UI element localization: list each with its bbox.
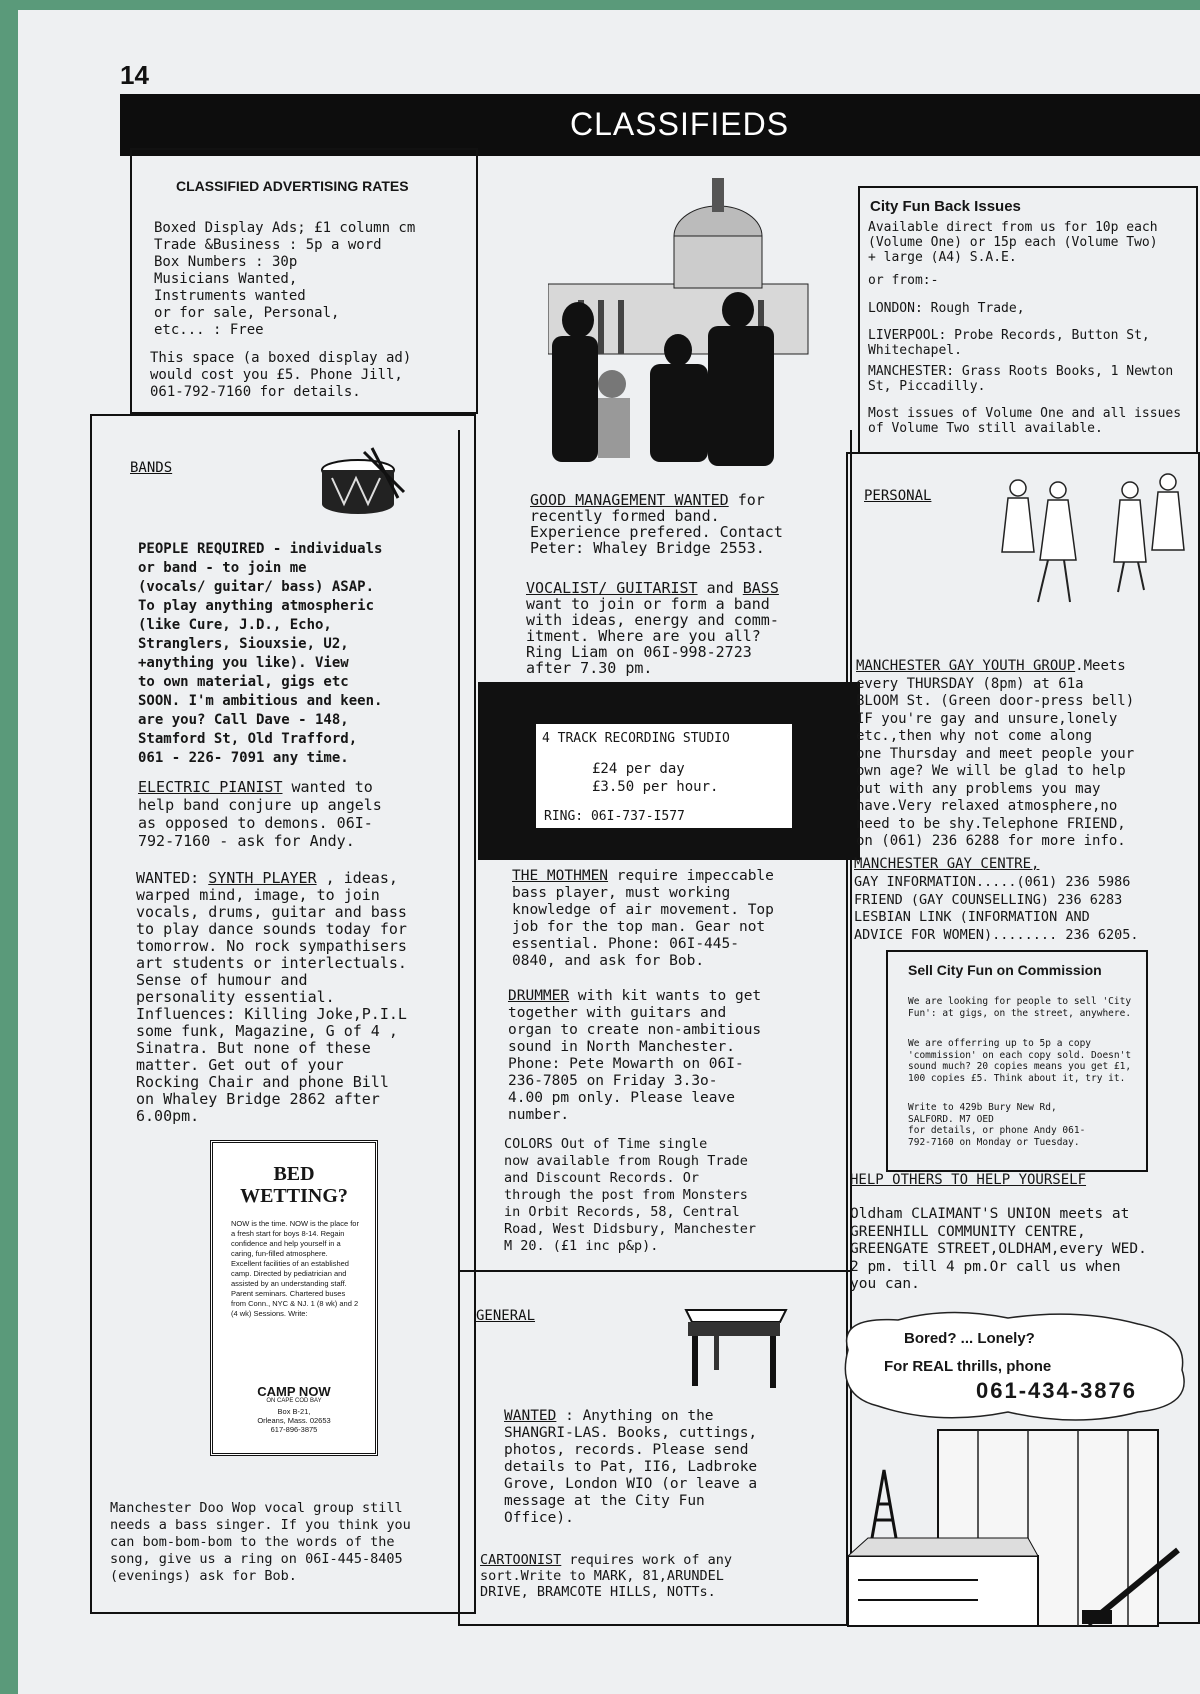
good-management-heading: GOOD MANAGEMENT WANTED	[530, 491, 729, 509]
wanted-heading: WANTED	[504, 1408, 557, 1424]
cloud-line-2: For REAL thrills, phone	[884, 1358, 1052, 1375]
gay-youth-heading: MANCHESTER GAY YOUTH GROUP	[856, 658, 1076, 674]
wanted-body: : Anything on the SHANGRI-LAS. Books, cuttings, photos, records. Please send details to Pat, II6, Ladbroke Grove, London WIO (or leave a message at the City Fun Office).	[504, 1408, 758, 1526]
ad-mothmen	[512, 868, 774, 970]
gay-youth-body: .Meets every THURSDAY (8pm) at 61a BLOOM St. (Green door-press bell) IF you're gay and unsure,lonely etc.,then why not come along one Thursday and meet people your own age? We will be glad to help out with any problems you may have.Very relaxed atmosphere,no need to be shy.Telephone FRIEND, on (061) 236 6288 for more info.	[856, 658, 1135, 849]
gay-centre-heading: MANCHESTER GAY CENTRE,	[854, 856, 1040, 872]
gay-centre-contacts: GAY INFORMATION.....(061) 236 5986 FRIEND (GAY COUNSELLING) 236 6283 LESBIAN LINK (INFORMATION AND ADVICE FOR WOMEN)........ 236 6205.	[854, 874, 1139, 943]
vocalist-and: and	[697, 579, 743, 597]
studio-rates: £24 per day £3.50 per hour.	[592, 761, 719, 795]
synth-player-lead: WANTED:	[136, 869, 209, 887]
ad-colors-single: COLORS Out of Time single now available from Rough Trade and Discount Records. Or through the post from Monsters in Orbit Records, 58, Central Road, West Didsbury, Manchester M 20. (£1 inc p&p).	[504, 1136, 756, 1254]
magazine-page	[18, 10, 1200, 1694]
bedwetting-ad	[210, 1140, 378, 1456]
ad-good-management	[530, 492, 783, 556]
help-others-heading: HELP OTHERS TO HELP YOURSELF	[850, 1172, 1087, 1188]
capitol-illustration	[548, 160, 828, 470]
bands-ad-synth-player	[136, 870, 407, 1125]
sell-city-fun-text-1: We are looking for people to sell 'City Fun': at gigs, on the street, anywhere.	[908, 996, 1132, 1019]
general-heading: GENERAL	[476, 1308, 536, 1324]
camp-now-logo: CAMP NOW	[257, 1384, 331, 1399]
ad-cartoonist	[480, 1552, 732, 1600]
back-issues-title: City Fun Back Issues	[870, 198, 1021, 215]
bands-heading: BANDS	[130, 460, 173, 476]
bands-ad-doo-wop: Manchester Doo Wop vocal group still needs a bass singer. If you think you can bom-bom-bom to the words of the song, give us a ring on 06I-445-8405 (evenings) ask for Bob.	[110, 1500, 411, 1584]
rates-title: CLASSIFIED ADVERTISING RATES	[176, 178, 409, 194]
back-issues-or-from: or from:-	[868, 273, 939, 288]
drum-icon	[318, 446, 408, 524]
drummer-heading: DRUMMER	[508, 988, 570, 1004]
recording-studio-panel	[536, 724, 792, 828]
mothmen-heading: THE MOTHMEN	[512, 868, 609, 884]
vocalist-heading: VOCALIST/ GUITARIST	[526, 579, 698, 597]
good-management-body: for recently formed band. Experience prefered. Contact Peter: Whaley Bridge 2553.	[530, 491, 783, 557]
camp-now-logo-sub: ON CAPE COD BAY	[266, 1398, 322, 1404]
sell-city-fun-text-3: Write to 429b Bury New Rd, SALFORD. M7 OED for details, or phone Andy 061- 792-7160 on Monday or Tuesday.	[908, 1102, 1086, 1148]
drummer-body: with kit wants to get together with guitars and organ to create non-ambitious sound in North Manchester. Phone: Pete Mowarth on 06I- 236-7805 on Friday 3.3o- 4.00 pm only. Please leave number.	[508, 988, 762, 1123]
sell-city-fun-title: Sell City Fun on Commission	[908, 962, 1102, 978]
recording-studio-ad	[478, 682, 860, 860]
children-illustration	[998, 462, 1188, 632]
ad-shangri-las	[504, 1408, 757, 1527]
ad-vocalist-guitarist	[526, 580, 779, 676]
studio-title: 4 TRACK RECORDING STUDIO	[542, 731, 730, 746]
bands-ad-people-required: PEOPLE REQUIRED - individuals or band - to join me (vocals/ guitar/ bass) ASAP. To play anything atmospheric (like Cure, J.D., Echo, Stranglers, Siouxsie, U2, +anything you like). View to own material, gigs etc SOON. I'm ambitious and keen. are you? Call Dave - 148, Stamford St, Old Trafford, 061 - 226- 7091 any time.	[138, 541, 383, 766]
sell-city-fun-box	[886, 950, 1148, 1172]
page-number: 14	[120, 60, 149, 90]
studio-ring: RING: 06I-737-I577	[544, 809, 685, 824]
back-issues-footer: Most issues of Volume One and all issues of Volume Two still available.	[868, 406, 1182, 436]
bedwetting-title: BED WETTING?	[240, 1163, 348, 1207]
ad-drummer	[508, 988, 761, 1124]
bands-ad-electric-pianist	[138, 778, 382, 850]
synth-player-heading: SYNTH PLAYER	[208, 869, 317, 887]
back-issues-manchester: MANCHESTER: Grass Roots Books, 1 Newton St, Piccadilly.	[868, 364, 1174, 394]
cartoonist-body: requires work of any sort.Write to MARK, 81,ARUNDEL DRIVE, BRAMCOTE HILLS, NOTTs.	[480, 1552, 732, 1600]
synth-player-body: , ideas, warped mind, image, to join vocals, drums, guitar and bass to play dance sounds today for tomorrow. No rock sympathisers art students or interlectuals. Sense of humour and personality essential. Influences: Killing Joke,P.I.L some funk, Magazine, G of 4 , Sinatra. But none of these matter. Get out of your Rocking Chair and phone Bill on Whaley Bridge 2862 after 6.00pm.	[136, 869, 407, 1125]
back-issues-intro: Available direct from us for 10p each (Volume One) or 15p each (Volume Two) + large (A4) S.A.E.	[868, 220, 1158, 265]
personal-heading: PERSONAL	[864, 488, 932, 504]
rates-note: This space (a boxed display ad) would cost you £5. Phone Jill, 061-792-7160 for details.	[150, 350, 412, 400]
electric-pianist-body: wanted to help band conjure up angels as opposed to demons. 06I- 792-7160 - ask for Andy.	[138, 778, 382, 850]
mothmen-body: require impeccable bass player, must working knowledge of air movement. Top job for the top man. Gear not essential. Phone: 06I-445- 0840, and ask for Bob.	[512, 868, 774, 969]
table-icon	[682, 1296, 792, 1392]
vocalist-bass: BASS	[742, 579, 779, 597]
ad-gay-youth-group	[856, 658, 1134, 851]
cloud-line-1: Bored? ... Lonely?	[904, 1330, 1035, 1347]
back-issues-london: LONDON: Rough Trade,	[868, 301, 1025, 316]
back-issues-liverpool: LIVERPOOL: Probe Records, Button St, Whitechapel.	[868, 328, 1150, 358]
rates-body: Boxed Display Ads; £1 column cm Trade &Business : 5p a word Box Numbers : 30p Musicians Wanted, Instruments wanted or for sale, Personal, etc... : Free	[154, 220, 416, 338]
classifieds-banner	[120, 94, 1200, 156]
sell-city-fun-text-2: We are offerring up to 5p a copy 'commission' on each copy sold. Doesn't sound much? 20 copies means you get £1, 100 copies £5. Think about it, try it.	[908, 1038, 1132, 1084]
banner-title: CLASSIFIEDS	[570, 106, 790, 142]
cloud-phone-number: 061-434-3876	[976, 1378, 1138, 1403]
bedwetting-address: Box B-21, Orleans, Mass. 02653 617-896-3875	[257, 1407, 331, 1434]
ad-claimants-union: Oldham CLAIMANT'S UNION meets at GREENHILL COMMUNITY CENTRE, GREENGATE STREET,OLDHAM,every WED. 2 pm. till 4 pm.Or call us when you can.	[850, 1206, 1147, 1292]
electric-pianist-heading: ELECTRIC PIANIST	[138, 778, 283, 796]
cartoonist-heading: CARTOONIST	[480, 1552, 562, 1568]
vocalist-body: want to join or form a band with ideas, energy and comm- itment. Where are you all? Ring Liam on 06I-998-2723 after 7.30 pm.	[526, 595, 779, 677]
bedwetting-body: NOW is the time. NOW is the place for a fresh start for boys 8-14. Regain confidence and help yourself in a caring, fun-filled atmosphere. Excellent facilities of an established camp. Directed by pediatrician and assisted by an understanding staff. Parent seminars. Chartered buses from Conn., NYC & NJ. 1 (8 wk) and 2 (4 wk) Sessions. Write:	[231, 1219, 359, 1318]
